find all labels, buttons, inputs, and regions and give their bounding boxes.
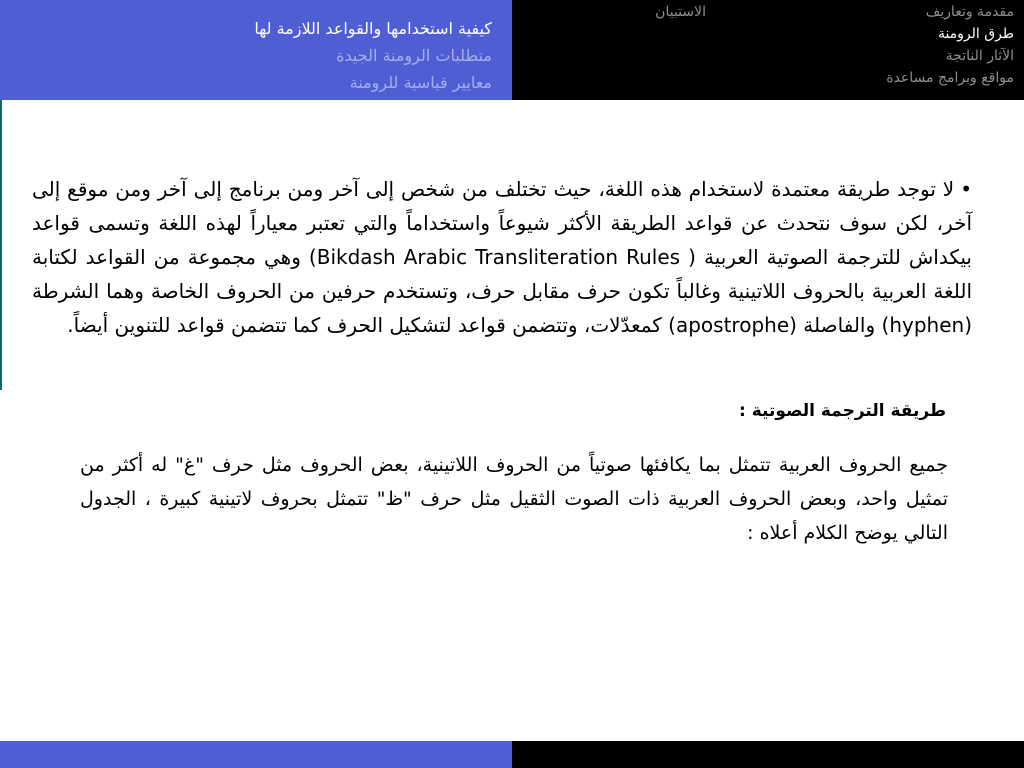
left-accent-strip <box>0 100 2 390</box>
nav-item-effects[interactable]: الآثار الناتجة <box>945 48 1014 64</box>
nav-item-romanization-methods[interactable]: طرق الرومنة <box>937 26 1014 42</box>
subsection-item-usage[interactable]: كيفية استخدامها والقواعد اللازمة لها <box>254 19 492 38</box>
nav-item-introduction[interactable]: مقدمة وتعاريف <box>925 4 1014 20</box>
subsection-item-standards[interactable]: معايير قياسية للرومنة <box>349 73 492 92</box>
section-title: طريقة الترجمة الصوتية : <box>738 401 946 421</box>
header-bar <box>0 0 1024 100</box>
nav-item-sites-tools[interactable]: مواقع وبرامج مساعدة <box>886 70 1014 86</box>
bullet-marker: • <box>960 177 972 201</box>
subsection-item-requirements[interactable]: متطلبات الرومنة الجيدة <box>336 46 492 65</box>
main-paragraph <box>32 172 972 342</box>
nav-item-survey[interactable]: الاستبيان <box>655 4 706 20</box>
footer-bar-right <box>512 741 1024 768</box>
section-nav-panel <box>512 0 1024 100</box>
body-paragraph: جميع الحروف العربية تتمثل بما يكافئها صوتياً من الحروف اللاتينية، بعض الحروف مثل حرف "غ" له أكثر من تمثيل واحد، وبعض الحروف العربية ذات الصوت الثقيل مثل حرف "ظ" تتمثل بحروف لاتينية كبيرة ، الجدول التالي يوضح الكلام أعلاه : <box>80 454 948 544</box>
footer-bar-left <box>0 741 512 768</box>
main-paragraph-text: لا توجد طريقة معتمدة لاستخدام هذه اللغة، حيث تختلف من شخص إلى آخر ومن برنامج إلى آخر ومن موقع إلى آخر، لكن سوف نتحدث عن قواعد الطريقة الأكثر شيوعاً واستخداماً والتي تعتبر معياراً لهذه اللغة وتسمى قواعد بيكداش للترجمة الصوتية العربية ( Bikdash Arabic Transliteration Rules) وهي مجموعة من القواعد لكتابة اللغة العربية بالحروف اللاتينية وغالباً تكون حرف مقابل حرف، وتستخدم حرفين من الحروف الخاصة وهما الشرطة (hyphen) والفاصلة (apostrophe) كمعدّلات، وتتضمن قواعد لتشكيل الحرف كما تتضمن قواعد للتنوين أيضاً. <box>32 177 972 337</box>
subsection-panel <box>0 0 512 100</box>
